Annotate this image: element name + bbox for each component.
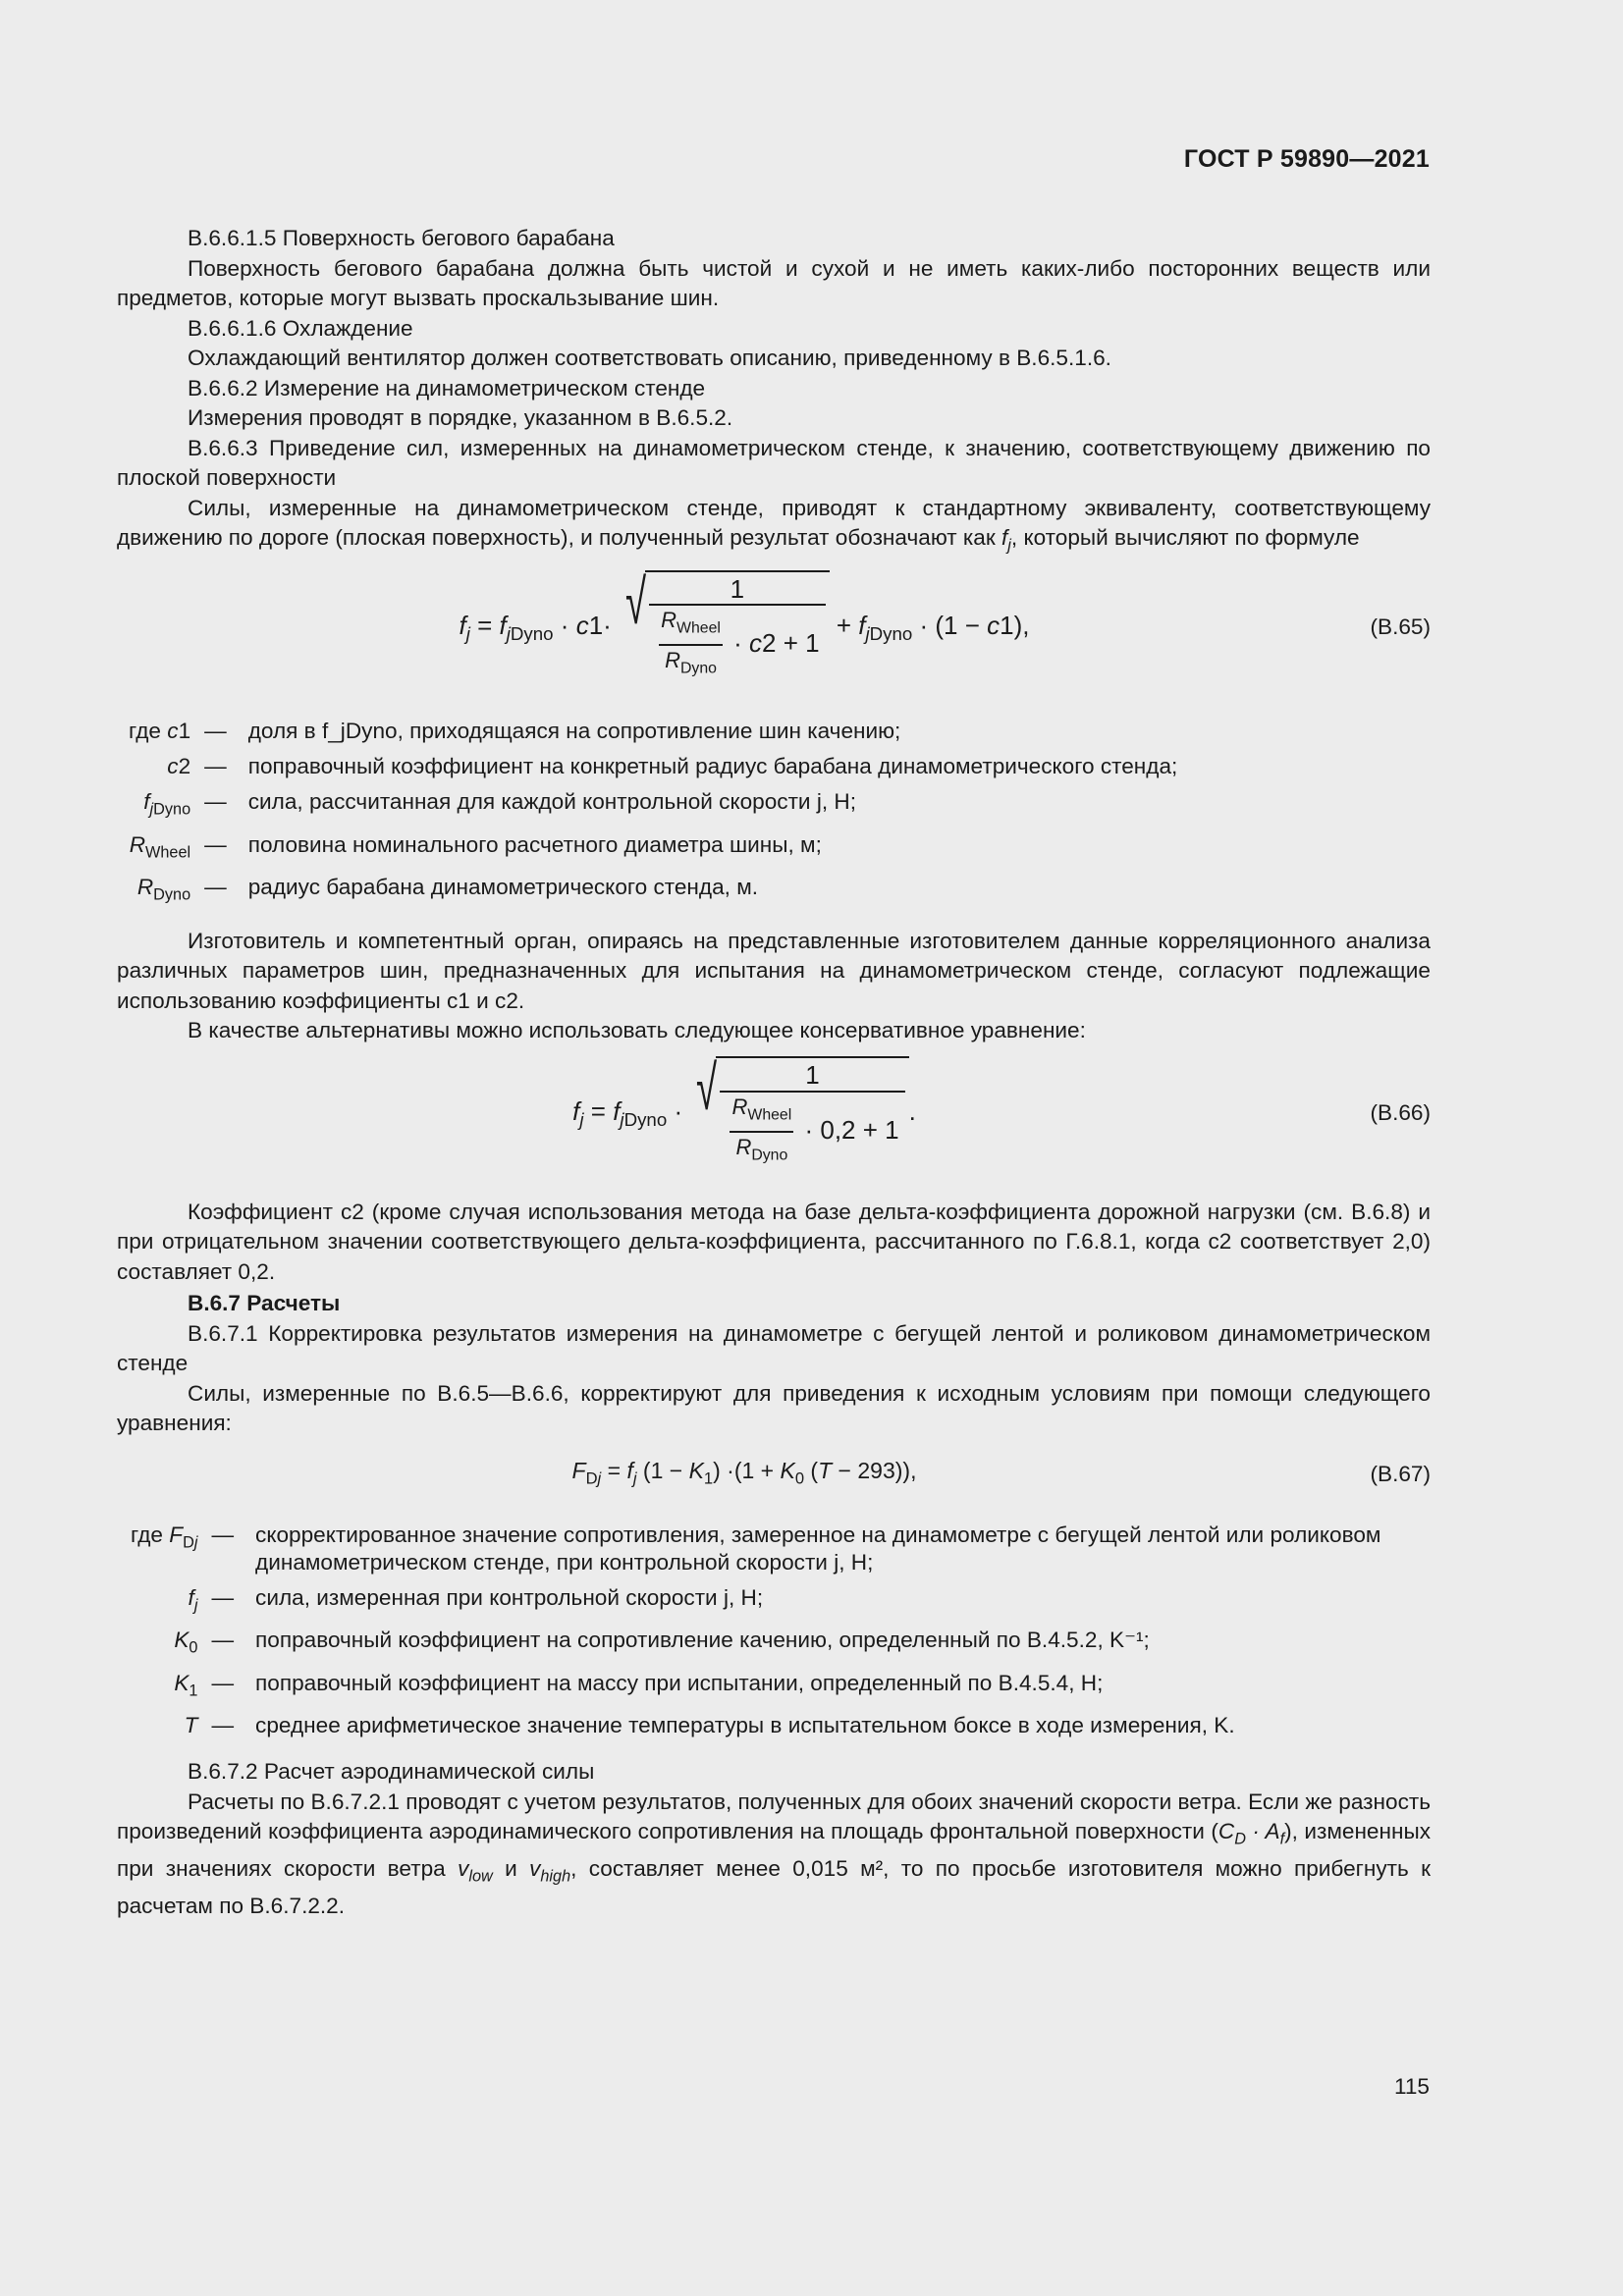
definition-text: поправочный коэффициент на конкретный радиус барабана динамометрического стенда; <box>247 754 1178 779</box>
equation-number: (В.67) <box>1370 1462 1431 1487</box>
definition-dash: — <box>211 1713 235 1738</box>
definition-symbol: где $F_{Dj}$ <box>131 1522 198 1552</box>
paragraph: Изготовитель и компетентный орган, опираясь на представленные изготовителем данные корреляционного анализа различных параметров шин, предназначенных для испытания на динамометрическом стенде, согласуют подлежащие использованию коэффициенты c1 и c2. <box>117 928 1431 1013</box>
definition-text: половина номинального расчетного диаметра шины, м; <box>247 831 822 857</box>
paragraph: Охлаждающий вентилятор должен соответствовать описанию, приведенному в В.6.5.1.6. <box>188 346 1111 370</box>
paragraph-text: ), измененных при значениях скорости ветра <box>117 1819 1431 1882</box>
definition-dash: — <box>211 1522 235 1547</box>
equation-b65-body: $f_j = f_{jDyno} \cdot c1\cdot$ √ 1 $\frac{R_{Wheel}}{R_{Dyno}}$ · c2 + 1 + $f_{jDyno} \cdot (1 - c1)$, <box>459 570 1029 684</box>
paragraph: В качестве альтернативы можно использовать следующее консервативное уравнение: <box>188 1018 1086 1043</box>
page-number: 115 <box>1393 2074 1430 2099</box>
section-heading: В.6.6.1.6 Охлаждение <box>188 315 413 341</box>
equation-b67 <box>117 1445 1431 1506</box>
section-heading: В.6.6.3 Приведение сил, измеренных на динамометрическом стенде, к значению, соответствующему движению по плоской поверхности <box>117 435 1431 490</box>
definition-text: сила, измеренная при контрольной скорости j, Н; <box>255 1584 764 1610</box>
definition-symbol: $R_{Wheel}$ <box>129 831 191 862</box>
definition-dash: — <box>211 1670 235 1695</box>
paragraph-text: , который вычисляют по формуле <box>1010 525 1360 550</box>
definition-row <box>131 1580 1431 1624</box>
definition-text: поправочный коэффициент на сопротивление качению, определенный по В.4.5.2, K⁻¹; <box>255 1628 1150 1653</box>
definition-dash: — <box>204 754 227 779</box>
definition-symbol: где c1 <box>129 719 191 744</box>
equation-b65 <box>117 564 1431 690</box>
section-heading: В.6.7.1 Корректировка результатов измерения на динамометре с бегущей лентой и роликовом динамометрическом стенде <box>117 1320 1431 1376</box>
definition-dash: — <box>204 719 227 744</box>
definition-symbol: c2 <box>167 754 191 779</box>
paragraph: Коэффициент c2 (кроме случая использования метода на базе дельта-коэффициента дорожной нагрузки (см. В.6.8) и при отрицательном значении соответствующего дельта-коэффициента, рассчитанного по Г.6.8.1, когда c2 соответствует 2,0) составляет 0,2. <box>117 1199 1431 1284</box>
section-heading: В.6.6.2 Измерение на динамометрическом стенде <box>188 375 706 400</box>
definition-symbol: $K_1$ <box>174 1670 198 1700</box>
paragraph: Поверхность бегового барабана должна быть чистой и сухой и не иметь каких-либо посторонних веществ или предметов, которые могут вызвать проскальзывание шин. <box>117 255 1431 310</box>
definition-text: доля в f_jDyno, приходящаяся на сопротивление шин качению; <box>247 719 901 744</box>
definition-dash: — <box>211 1584 235 1610</box>
definition-text: радиус барабана динамометрического стенда, м. <box>247 875 759 900</box>
definition-symbol: $R_{Dyno}$ <box>136 875 191 904</box>
paragraph <box>117 494 1431 561</box>
definition-row <box>131 1623 1431 1666</box>
definition-row <box>129 749 1177 784</box>
section-heading: В.6.6.1.5 Поверхность бегового барабана <box>188 226 615 250</box>
section-heading: В.6.7 Расчеты <box>188 1291 341 1316</box>
symbol-vhigh: $v_{high}$ <box>529 1856 571 1886</box>
definition-row <box>129 870 1177 913</box>
definition-text: среднее арифметическое значение температуры в испытательном боксе в ходе измерения, K. <box>255 1713 1235 1738</box>
paragraph-text: Расчеты по В.6.7.2.1 проводят с учетом результатов, полученных для обоих значений скорости ветра. Если же разность произведений коэффициента аэродинамического сопротивления на площадь фронтальной поверхности ( <box>117 1789 1431 1844</box>
equation-b66-body: $f_j = f_{jDyno}$ · √ 1 $\frac{R_{Wheel}}{R_{Dyno}}$ · 0,2 + 1 . <box>572 1056 916 1170</box>
definition-row <box>131 1518 1431 1580</box>
definition-row <box>129 714 1177 749</box>
document-header: ГОСТ Р 59890—2021 <box>1183 145 1430 173</box>
definition-text: поправочный коэффициент на массу при испытании, определенный по В.4.5.4, Н; <box>255 1670 1104 1695</box>
equation-number: (В.66) <box>1370 1100 1431 1126</box>
paragraph: Силы, измеренные по В.6.5—В.6.6, корректируют для приведения к исходным условиям при помощи следующего уравнения: <box>117 1380 1431 1436</box>
equation-b67-body: $F_{Dj} = f_j$ $(1 - K_1) \cdot(1 + K_0$ (T − 293)), <box>571 1458 917 1488</box>
definition-symbol: T <box>184 1713 198 1738</box>
definition-row <box>131 1708 1431 1743</box>
definition-dash: — <box>204 831 227 857</box>
paragraph-text: Силы, измеренные на динамометрическом стенде, приводят к стандартному эквиваленту, соответствующему движению по дороге (плоская поверхность), и полученный результат обозначают как <box>117 495 1431 550</box>
definition-dash: — <box>211 1628 235 1653</box>
definition-text: сила, рассчитанная для каждой контрольной скорости j, Н; <box>247 789 856 815</box>
equation-b66 <box>117 1052 1431 1176</box>
definition-dash: — <box>204 789 227 815</box>
definition-dash: — <box>204 875 227 900</box>
paragraph <box>117 1788 1431 1922</box>
equation-number: (В.65) <box>1370 614 1431 639</box>
paragraph-text: и <box>492 1856 530 1882</box>
definitions-list <box>129 714 1177 913</box>
symbol-vlow: $v_{low}$ <box>458 1856 493 1886</box>
definition-text: скорректированное значение сопротивления, замеренное на динамометре с бегущей лентой или роликовом динамометрическом стенде, при контрольной скорости j, Н; <box>255 1522 1381 1575</box>
section-heading: В.6.7.2 Расчет аэродинамической силы <box>188 1759 595 1785</box>
definition-row <box>129 784 1177 828</box>
paragraph: Измерения проводят в порядке, указанном в В.6.5.2. <box>188 405 733 430</box>
symbol-cd-af: $C_D \cdot A_f$ <box>1217 1819 1285 1848</box>
paragraph-text: , составляет менее 0,015 м², то по просьбе изготовителя можно прибегнуть к расчетам по В.6.7.2.2. <box>117 1856 1431 1919</box>
definition-symbol: $f_j$ <box>188 1584 198 1615</box>
definition-row <box>131 1666 1431 1709</box>
symbol-fj: $f_j$ <box>1001 525 1011 555</box>
definition-row <box>129 828 1177 871</box>
definition-symbol: $f_{jDyno}$ <box>143 789 191 819</box>
definitions-list <box>131 1518 1431 1744</box>
definition-symbol: $K_0$ <box>174 1628 198 1657</box>
page-content <box>117 224 1431 1922</box>
